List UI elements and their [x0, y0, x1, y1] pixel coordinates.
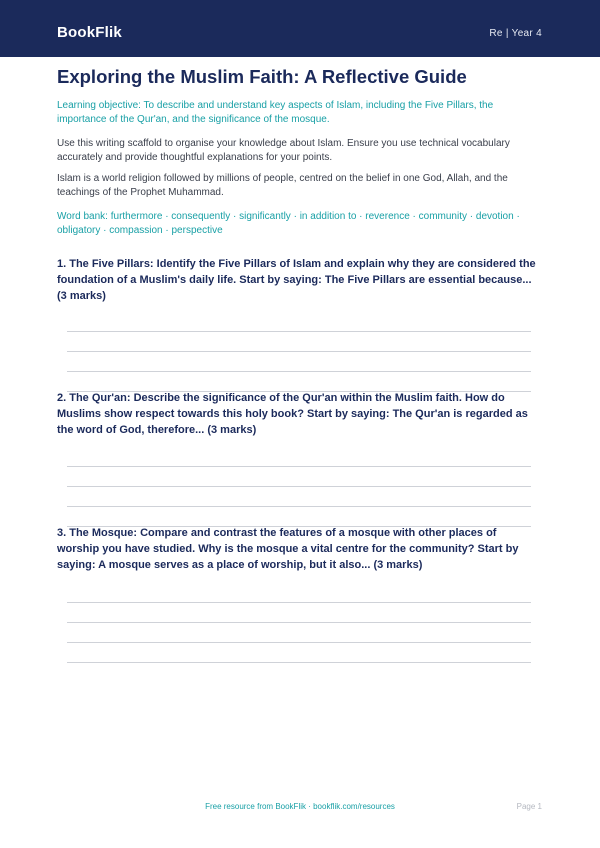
brand-logo: BookFlik — [57, 24, 122, 41]
header-bar — [0, 0, 600, 57]
page-title: Exploring the Muslim Faith: A Reflective Guide — [57, 66, 467, 87]
page-number: Page 1 — [516, 802, 542, 811]
subject-year-label: Re | Year 4 — [489, 28, 542, 39]
answer-line[interactable] — [67, 486, 531, 487]
answer-line[interactable] — [67, 331, 531, 332]
word-bank: Word bank: furthermore · consequently · significantly · in addition to · reverence · community · devotion · obligatory · compassion · perspective — [57, 211, 520, 236]
footer-credit: Free resource from BookFlik · bookflik.com/resources — [205, 802, 395, 811]
question-1: 1. The Five Pillars: Identify the Five Pillars of Islam and explain why they are considered the foundation of a Muslim's daily life. Start by saying: The Five Pillars are essential because... (3 marks) — [57, 258, 536, 302]
intro-paragraph: Use this writing scaffold to organise your knowledge about Islam. Ensure you use technical vocabulary accurately and provide thoughtful explanations for your points. — [57, 138, 510, 163]
answer-line[interactable] — [67, 622, 531, 623]
question-2: 2. The Qur'an: Describe the significance of the Qur'an within the Muslim faith. How do Muslims show respect towards this holy book? Start by saying: The Qur'an is regarded as the word of God, therefore... (3 marks) — [57, 392, 528, 436]
question-3: 3. The Mosque: Compare and contrast the features of a mosque with other places of worship you have studied. Why is the mosque a vital centre for the community? Start by saying: A mosque serves as a place of worship, but it also... (3 marks) — [57, 527, 519, 571]
context-paragraph: Islam is a world religion followed by millions of people, centred on the belief in one God, Allah, and the teachings of the Prophet Muhammad. — [57, 173, 508, 198]
answer-line[interactable] — [67, 371, 531, 372]
answer-line[interactable] — [67, 642, 531, 643]
answer-line[interactable] — [67, 506, 531, 507]
learning-objective: Learning objective: To describe and understand key aspects of Islam, including the Five Pillars, the importance of the Qur'an, and the significance of the mosque. — [57, 100, 494, 125]
answer-line[interactable] — [67, 351, 531, 352]
answer-line[interactable] — [67, 662, 531, 663]
answer-line[interactable] — [67, 466, 531, 467]
answer-line[interactable] — [67, 602, 531, 603]
